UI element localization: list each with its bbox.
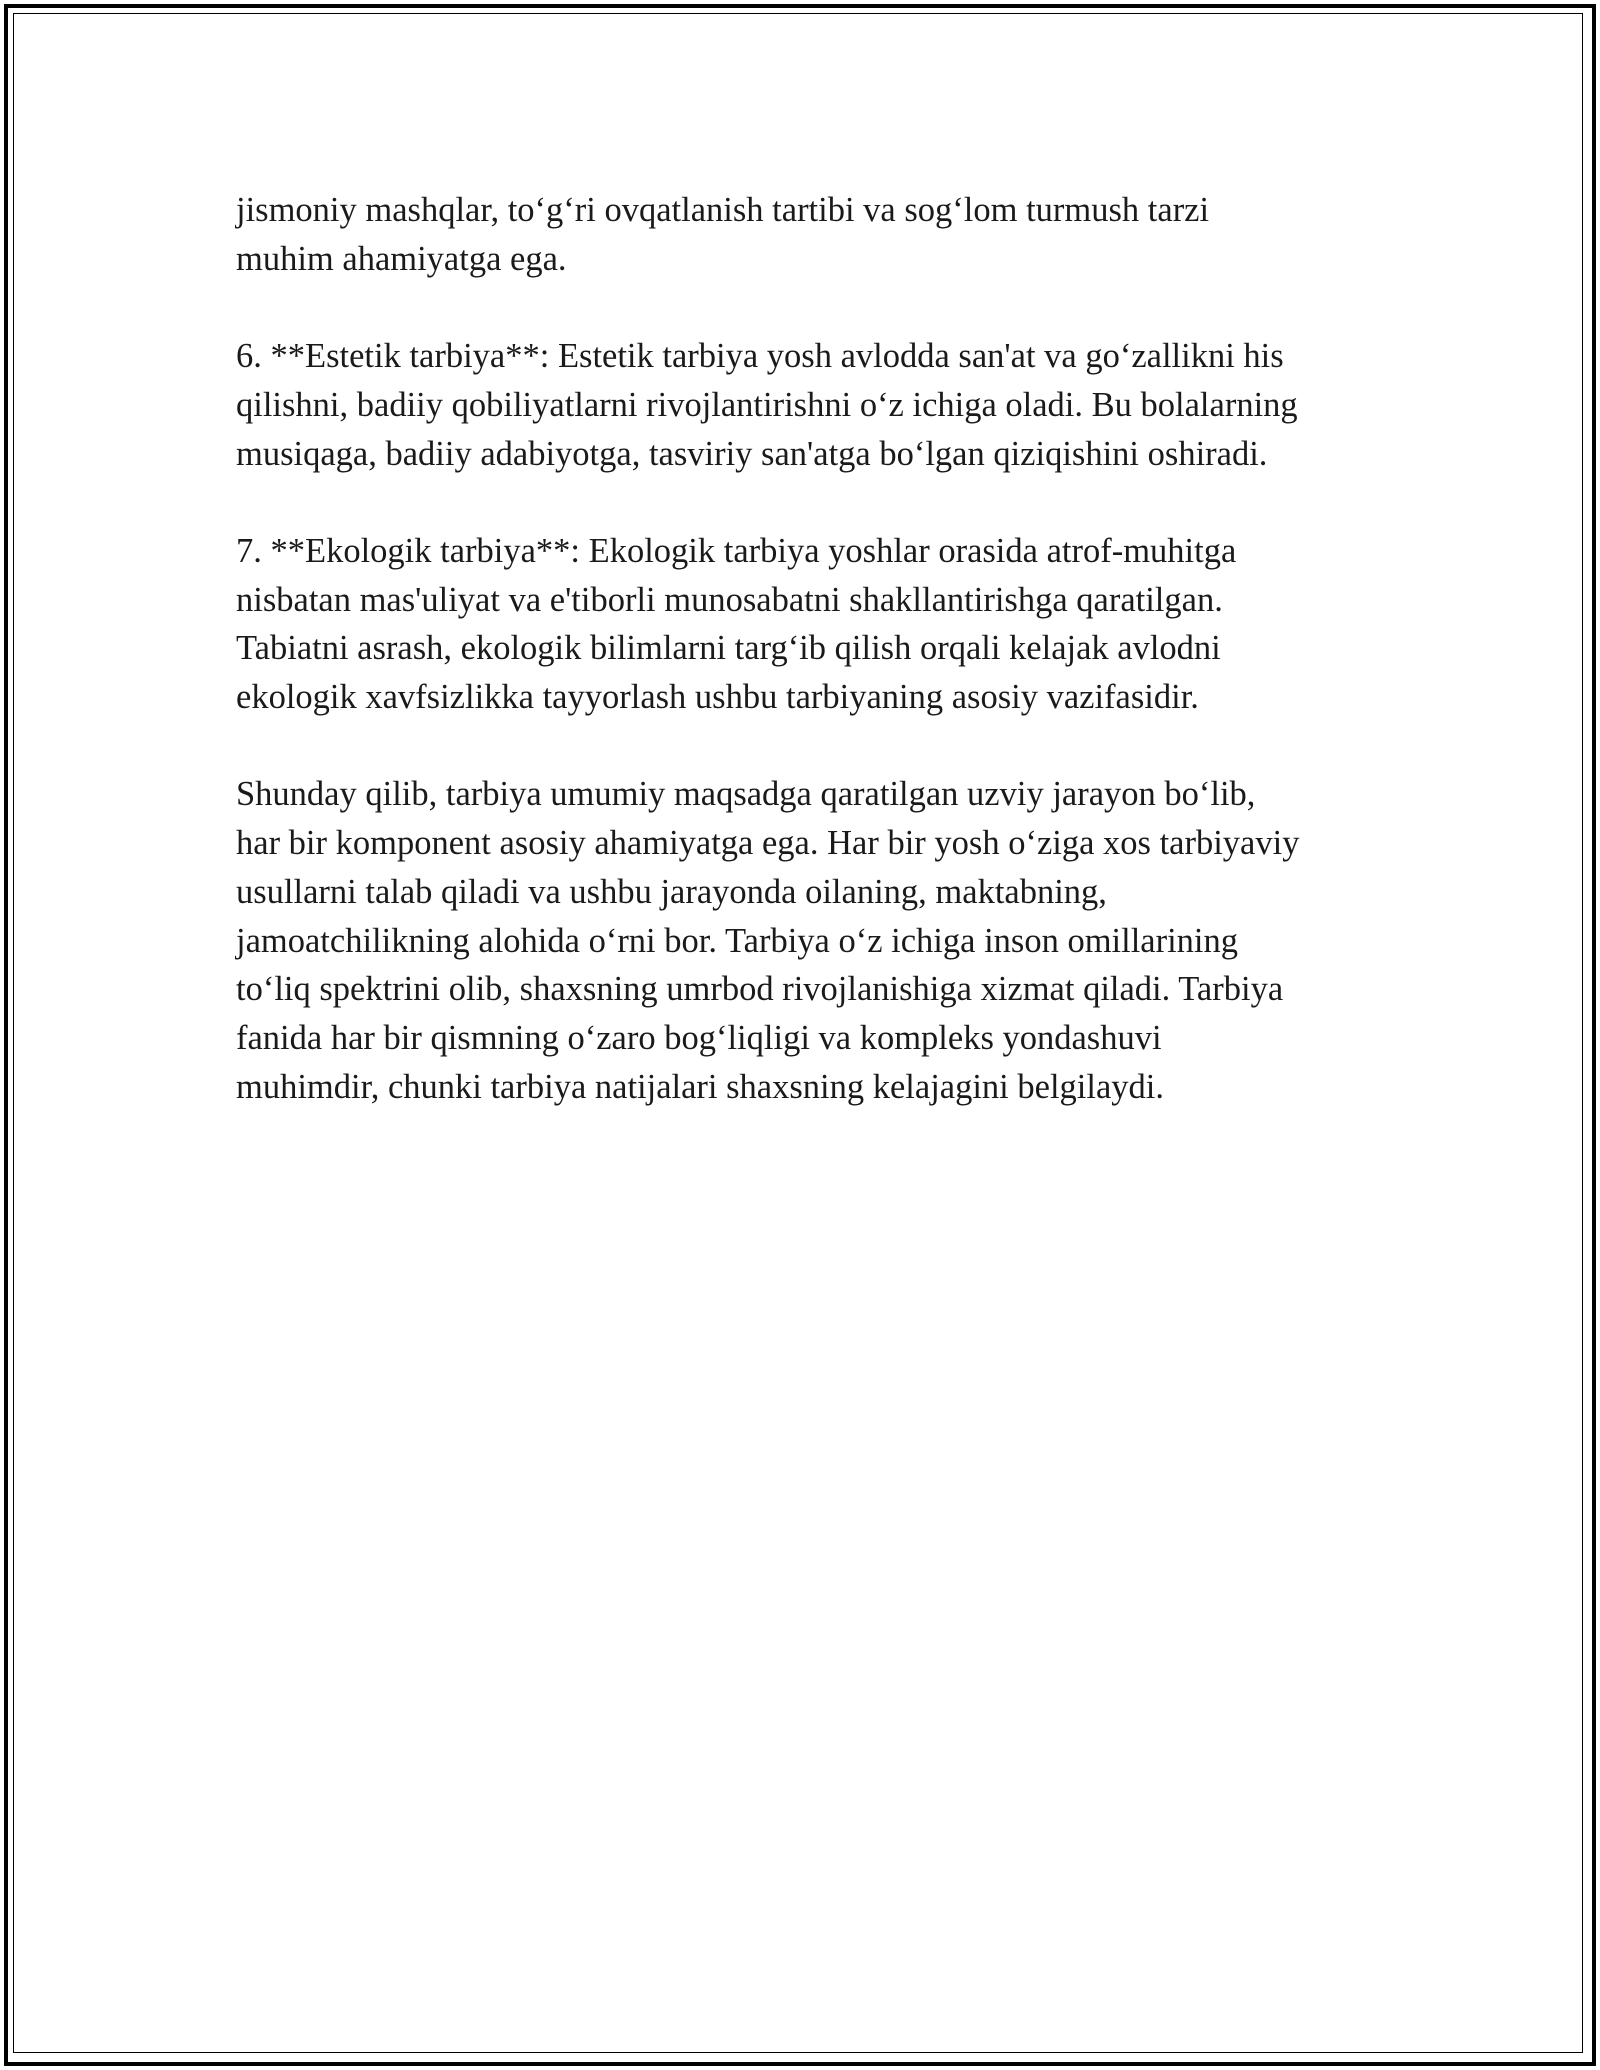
document-body xyxy=(236,186,1386,1160)
paragraph-aesthetic-education: 6. **Estetik tarbiya**: Estetik tarbiya yosh avlodda san'at va go‘zallikni his qilishni, badiiy qobiliyatlarni rivojlantirishni o‘z ichiga oladi. Bu bolalarning musiqaga, badiiy adabiyotga, tasviriy san'atga bo‘lgan qiziqishini oshiradi. xyxy=(236,337,1298,473)
paragraph-physical-education-continued: jismoniy mashqlar, to‘g‘ri ovqatlanish tartibi va sog‘lom turmush tarzi muhim ahamiyatga ega. xyxy=(236,191,1210,278)
paragraph-ecological-education: 7. **Ekologik tarbiya**: Ekologik tarbiya yoshlar orasida atrof-muhitga nisbatan mas'uliyat va e'tiborli munosabatni shakllantirishga qaratilgan. Tabiatni asrash, ekologik bilimlarni targ‘ib qilish orqali kelajak avlodni ekologik xavfsizlikka tayyorlash ushbu tarbiyaning asosiy vazifasidir. xyxy=(236,531,1237,716)
paragraph-conclusion: Shunday qilib, tarbiya umumiy maqsadga qaratilgan uzviy jarayon bo‘lib, har bir komponent asosiy ahamiyatga ega. Har bir yosh o‘ziga xos tarbiyaviy usullarni talab qiladi va ushbu jarayonda oilaning, maktabning, jamoatchilikning alohida o‘rni bor. Tarbiya o‘z ichiga inson omillarining to‘liq spektrini olib, shaxsning umrbod rivojlanishiga xizmat qiladi. Tarbiya fanida har bir qismning o‘zaro bog‘liqligi va kompleks yondashuvi muhimdir, chunki tarbiya natijalari shaxsning kelajagini belgilaydi. xyxy=(236,775,1300,1106)
